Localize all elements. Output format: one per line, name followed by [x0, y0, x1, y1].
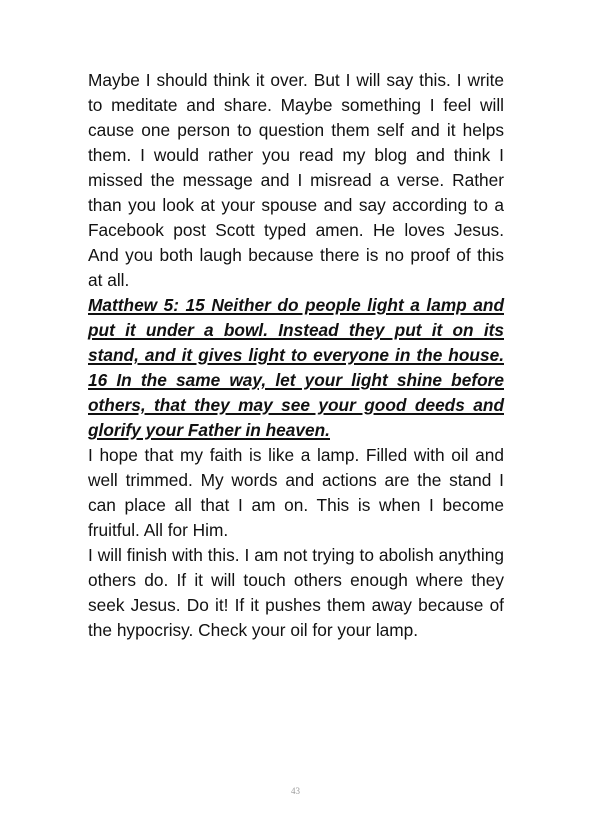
scripture-quote: Matthew 5: 15 Neither do people light a lamp and put it under a bowl. Instead they put it on its stand, and it gives light to everyone in the house. 16 In the same way, let your light shine before others, that they may see your good deeds and glorify your Father in heaven.	[88, 295, 504, 440]
paragraph-closing: I will finish with this. I am not trying to abolish anything others do. If it will touch others enough where they seek Jesus. Do it! If it pushes them away because of the hypocrisy. Check your oil for your lamp.	[88, 545, 504, 640]
paragraph-intro: Maybe I should think it over. But I will say this. I write to meditate and share. Maybe something I feel will cause one person to question them self and it helps them. I would rather you read my blog and think I missed the message and I misread a verse. Rather than you look at your spouse and say according to a Facebook post Scott typed amen. He loves Jesus. And you both laugh because there is no proof of this at all.	[88, 70, 504, 290]
body-text	[88, 68, 504, 643]
paragraph-lamp: I hope that my faith is like a lamp. Filled with oil and well trimmed. My words and actions are the stand I can place all that I am on. This is when I become fruitful. All for Him.	[88, 445, 504, 540]
page-number: 43	[291, 786, 300, 796]
